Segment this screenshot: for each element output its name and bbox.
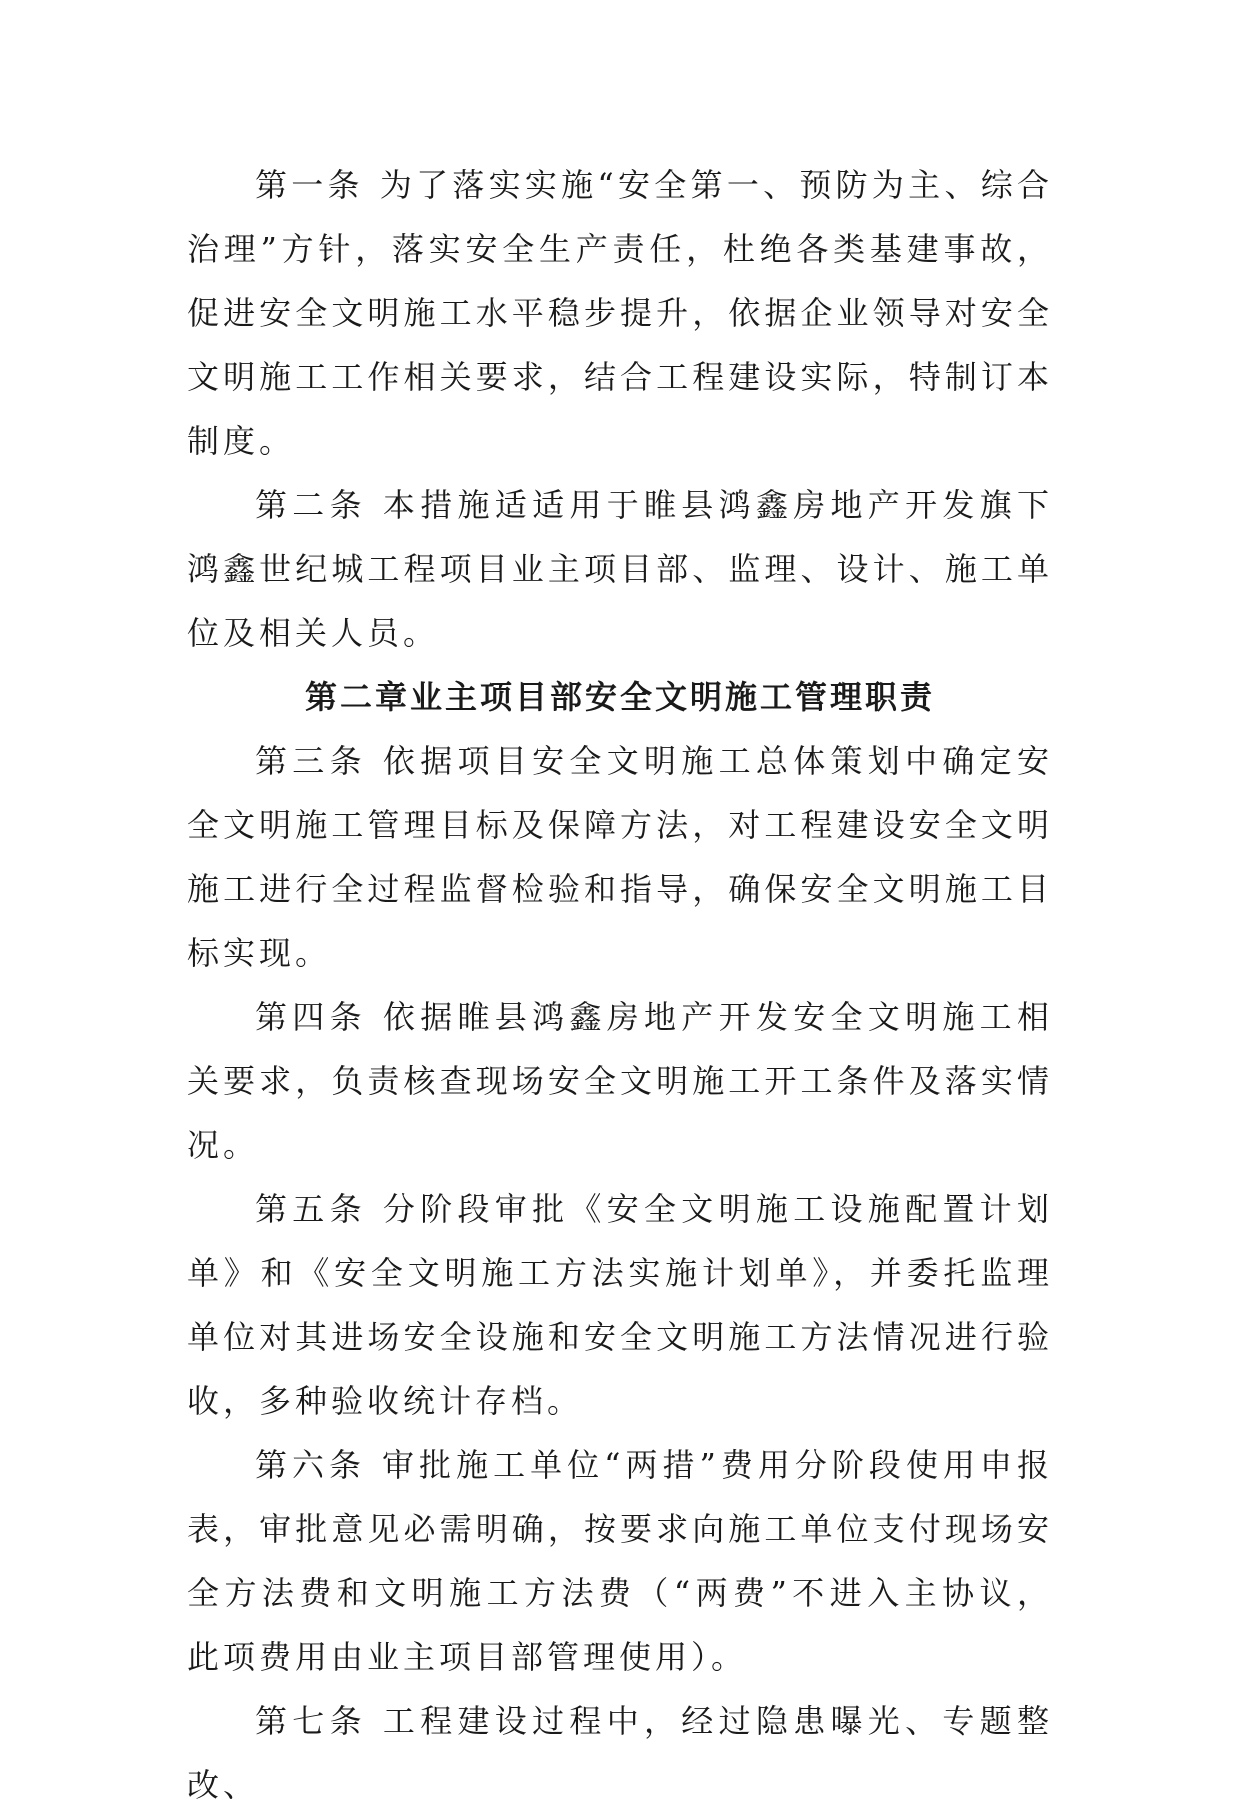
chapter-heading: 第二章业主项目部安全文明施工管理职责	[304, 678, 935, 716]
article-number: 第五条	[255, 1190, 367, 1228]
article-number: 第二条	[255, 486, 367, 524]
article-4	[187, 985, 1053, 1177]
article-6	[187, 1433, 1053, 1689]
article-number: 第七条	[255, 1702, 367, 1740]
article-text: 为了落实实施“安全第一、预防为主、综合治理”方针，落实安全生产责任，杜绝各类基建事故，促进安全文明施工水平稳步提升，依据企业领导对安全文明施工工作相关要求，结合工程建设实际，特制订本制度。	[187, 166, 1053, 460]
article-3	[187, 729, 1053, 985]
article-number: 第四条	[255, 998, 367, 1036]
document-body	[187, 153, 1053, 1817]
article-number: 第六条	[255, 1446, 367, 1484]
article-text: 依据项目安全文明施工总体策划中确定安全文明施工管理目标及保障方法，对工程建设安全文明施工进行全过程监督检验和指导，确保安全文明施工目标实现。	[187, 742, 1053, 972]
article-5	[187, 1177, 1053, 1433]
article-7	[187, 1689, 1053, 1817]
article-1	[187, 153, 1053, 473]
article-text: 依据睢县鸿鑫房地产开发安全文明施工相关要求，负责核查现场安全文明施工开工条件及落实情况。	[187, 998, 1053, 1164]
article-number: 第三条	[255, 742, 367, 780]
article-text: 分阶段审批《安全文明施工设施配置计划单》和《安全文明施工方法实施计划单》，并委托监理单位对其进场安全设施和安全文明施工方法情况进行验收，多种验收统计存档。	[187, 1190, 1053, 1420]
article-number: 第一条	[255, 166, 364, 204]
article-text: 本措施适适用于睢县鸿鑫房地产开发旗下鸿鑫世纪城工程项目业主项目部、监理、设计、施工单位及相关人员。	[187, 486, 1053, 652]
article-2	[187, 473, 1053, 665]
article-text: 工程建设过程中，经过隐患曝光、专题整改、	[187, 1702, 1053, 1804]
article-text: 审批施工单位“两措”费用分阶段使用申报表，审批意见必需明确，按要求向施工单位支付现场安全方法费和文明施工方法费（“两费”不进入主协议，此项费用由业主项目部管理使用）。	[187, 1446, 1053, 1676]
